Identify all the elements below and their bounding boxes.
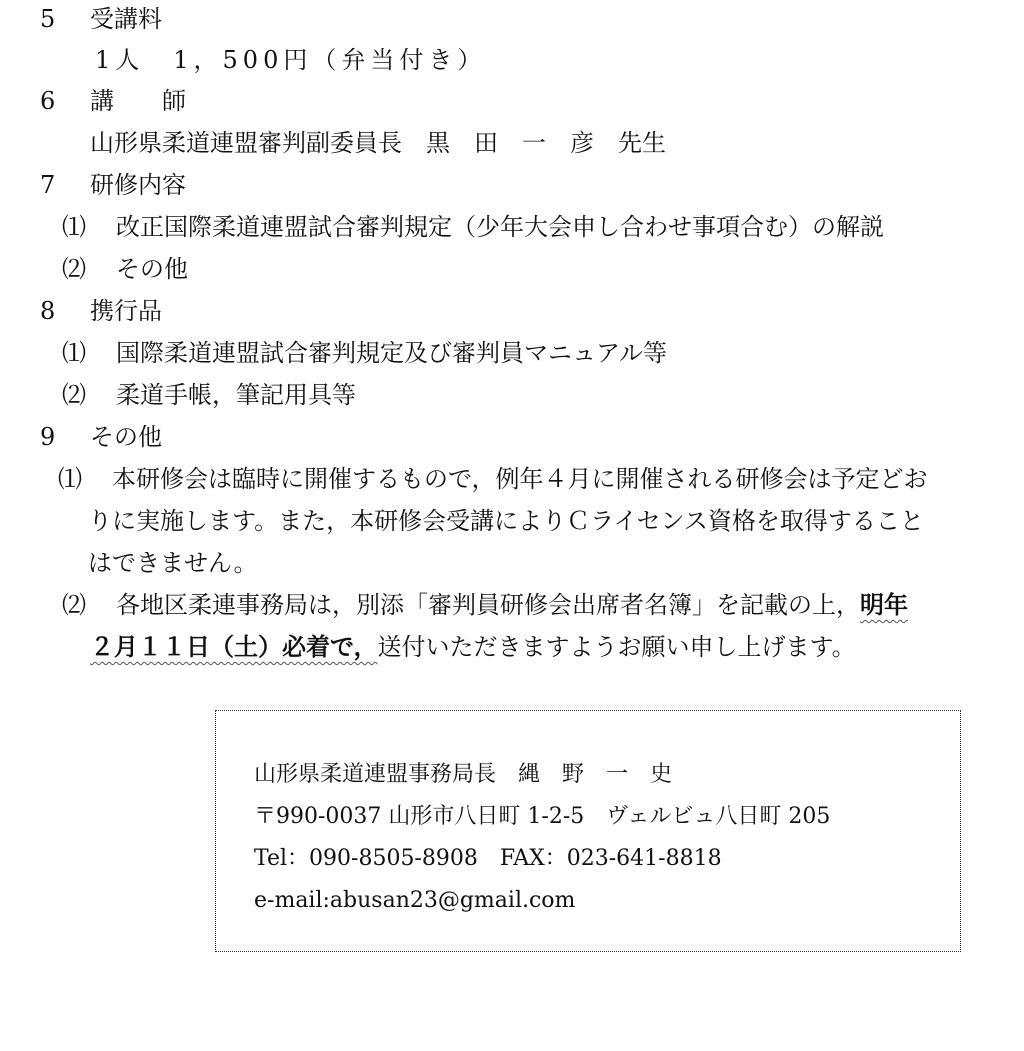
item-marker: ⑴ [58, 465, 82, 493]
item-marker: ⑵ [62, 591, 86, 619]
lecturer-text: 山形県柔道連盟審判副委員長 黒 田 一 彦 先生 [90, 129, 666, 157]
item-text-plain: 送付いただきますようお願い申し上げます。 [377, 633, 856, 661]
deadline-emphasis: 明年 [860, 590, 908, 619]
item-text-continued: はできません。 [88, 549, 258, 577]
section-number: 5 [40, 5, 56, 33]
item-marker: ⑴ [62, 213, 86, 241]
contact-email: e-mail:abusan23@gmail.com [254, 888, 576, 913]
section-number: 8 [40, 297, 56, 325]
section-title: 受講料 [90, 5, 162, 33]
item-marker: ⑴ [62, 339, 86, 367]
item-marker: ⑵ [62, 255, 86, 283]
section-title: 携行品 [90, 297, 162, 325]
fee-text: 1人 1，500円（弁当付き） [95, 46, 487, 74]
item-text: 国際柔道連盟試合審判規定及び審判員マニュアル等 [116, 339, 668, 367]
section-title: 研修内容 [90, 171, 186, 199]
item-text-plain: 各地区柔連事務局は，別添「審判員研修会出席者名簿」を記載の上， [116, 591, 860, 619]
item-text: 改正国際柔道連盟試合審判規定（少年大会申し合わせ事項合む）の解説 [116, 213, 884, 241]
item-text-continued [90, 632, 856, 662]
item-text: その他 [116, 255, 188, 283]
item-text [116, 590, 908, 620]
contact-address: 〒990-0037 山形市八日町 1-2-5 ヴェルビュ八日町 205 [254, 804, 831, 829]
deadline-emphasis: ２月１１日（土）必着で， [90, 632, 378, 661]
item-marker: ⑵ [62, 381, 86, 409]
section-title: その他 [90, 423, 162, 451]
section-number: 9 [40, 423, 56, 451]
section-title: 講 師 [90, 87, 186, 115]
contact-box [215, 710, 961, 952]
item-text: 本研修会は臨時に開催するもので，例年４月に開催される研修会は予定どお [112, 465, 928, 493]
contact-phone-fax: Tel：090-8505-8908 FAX：023-641-8818 [254, 846, 722, 871]
section-number: 7 [40, 171, 56, 199]
item-text: 柔道手帳，筆記用具等 [116, 381, 356, 409]
section-number: 6 [40, 87, 56, 115]
item-text-continued: りに実施します。また，本研修会受講によりＣライセンス資格を取得すること [88, 507, 924, 535]
contact-name: 山形県柔道連盟事務局長 縄 野 一 史 [254, 762, 673, 787]
